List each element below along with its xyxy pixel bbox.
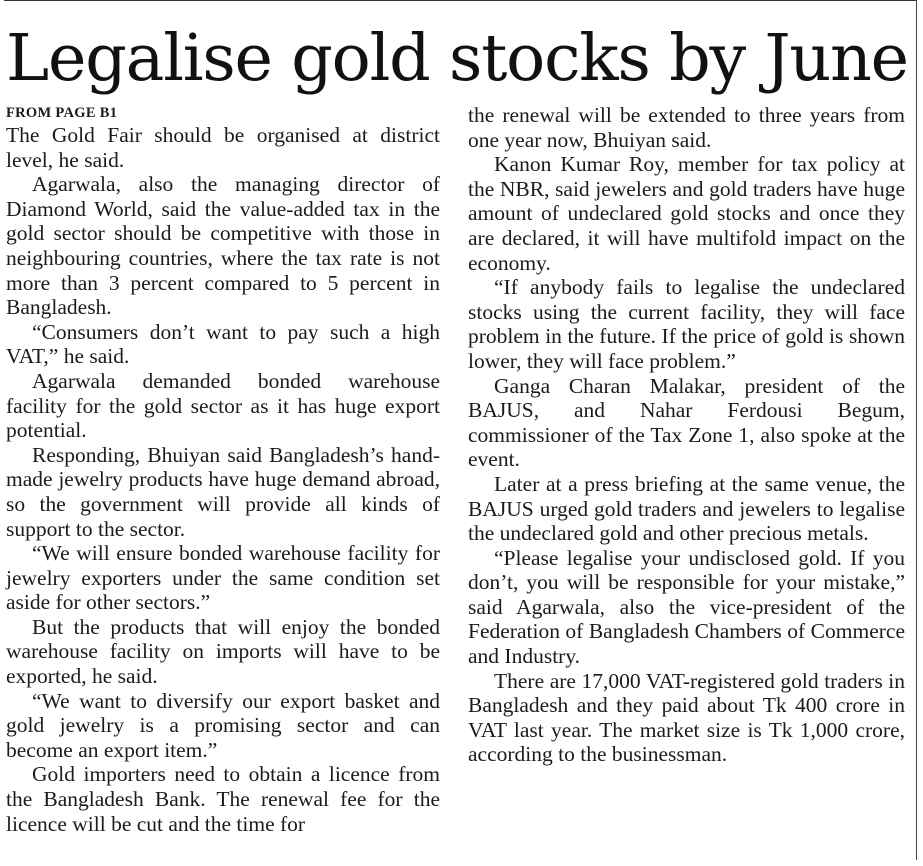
paragraph: Responding, Bhuiyan said Bangladesh’s hand-made jewelry products have huge demand abroad, so the government will provide all kinds of support to the sector. [6,442,440,541]
paragraph: “Please legalise your undisclosed gold. If you don’t, you will be responsible for your mistake,” said Agarwala, also the vice-president of the Federation of Bangladesh Chambers of Commerce and Industry. [468,545,905,669]
paragraph: Agarwala, also the managing director of Diamond World, said the value-added tax in the gold sector should be competitive with those in neighbouring countries, where the tax rate is not more than 3 percent compared to 5 percent in Bangladesh. [6,172,440,320]
paragraph: There are 17,000 VAT-registered gold traders in Bangladesh and they paid about Tk 400 crore in VAT last year. The market size is Tk 1,000 crore, according to the businessman. [468,668,905,767]
paragraph: The Gold Fair should be organised at district level, he said. [6,123,440,172]
paragraph: Gold importers need to obtain a licence from the Bangladesh Bank. The renewal fee for the licence will be cut and the time for [6,762,440,836]
paragraph: “We will ensure bonded warehouse facility for jewelry exporters under the same condition set aside for other sectors.” [6,541,440,615]
paragraph: the renewal will be extended to three years from one year now, Bhuiyan said. [468,103,905,152]
paragraph: Ganga Charan Malakar, president of the BAJUS, and Nahar Ferdousi Begum, commissioner of the Tax Zone 1, also spoke at the event. [468,373,905,472]
headline: Legalise gold stocks by June [6,21,908,96]
left-column [6,103,440,836]
paragraph: “If anybody fails to legalise the undeclared stocks using the current facility, they will face problem in the future. If the price of gold is shown lower, they will face problem.” [468,275,905,373]
right-column [468,103,905,767]
top-rule [4,0,916,1]
paragraph: Kanon Kumar Roy, member for tax policy at the NBR, said jewelers and gold traders have huge amount of undeclared gold stocks and once they are declared, it will have multifold impact on the economy. [468,152,905,275]
right-column-rule [916,0,917,860]
paragraph: Agarwala demanded bonded warehouse facility for the gold sector as it has huge export potential. [6,368,440,443]
paragraph: Later at a press briefing at the same venue, the BAJUS urged gold traders and jewelers to legalise the undeclared gold and other precious metals. [468,471,905,546]
jump-kicker: FROM PAGE B1 [6,105,118,121]
paragraph: “We want to diversify our export basket and gold jewelry is a promising sector and can become an export item.” [6,688,440,762]
paragraph: “Consumers don’t want to pay such a high VAT,” he said. [6,319,440,369]
paragraph: But the products that will enjoy the bonded warehouse facility on imports will have to be exported, he said. [6,614,440,689]
